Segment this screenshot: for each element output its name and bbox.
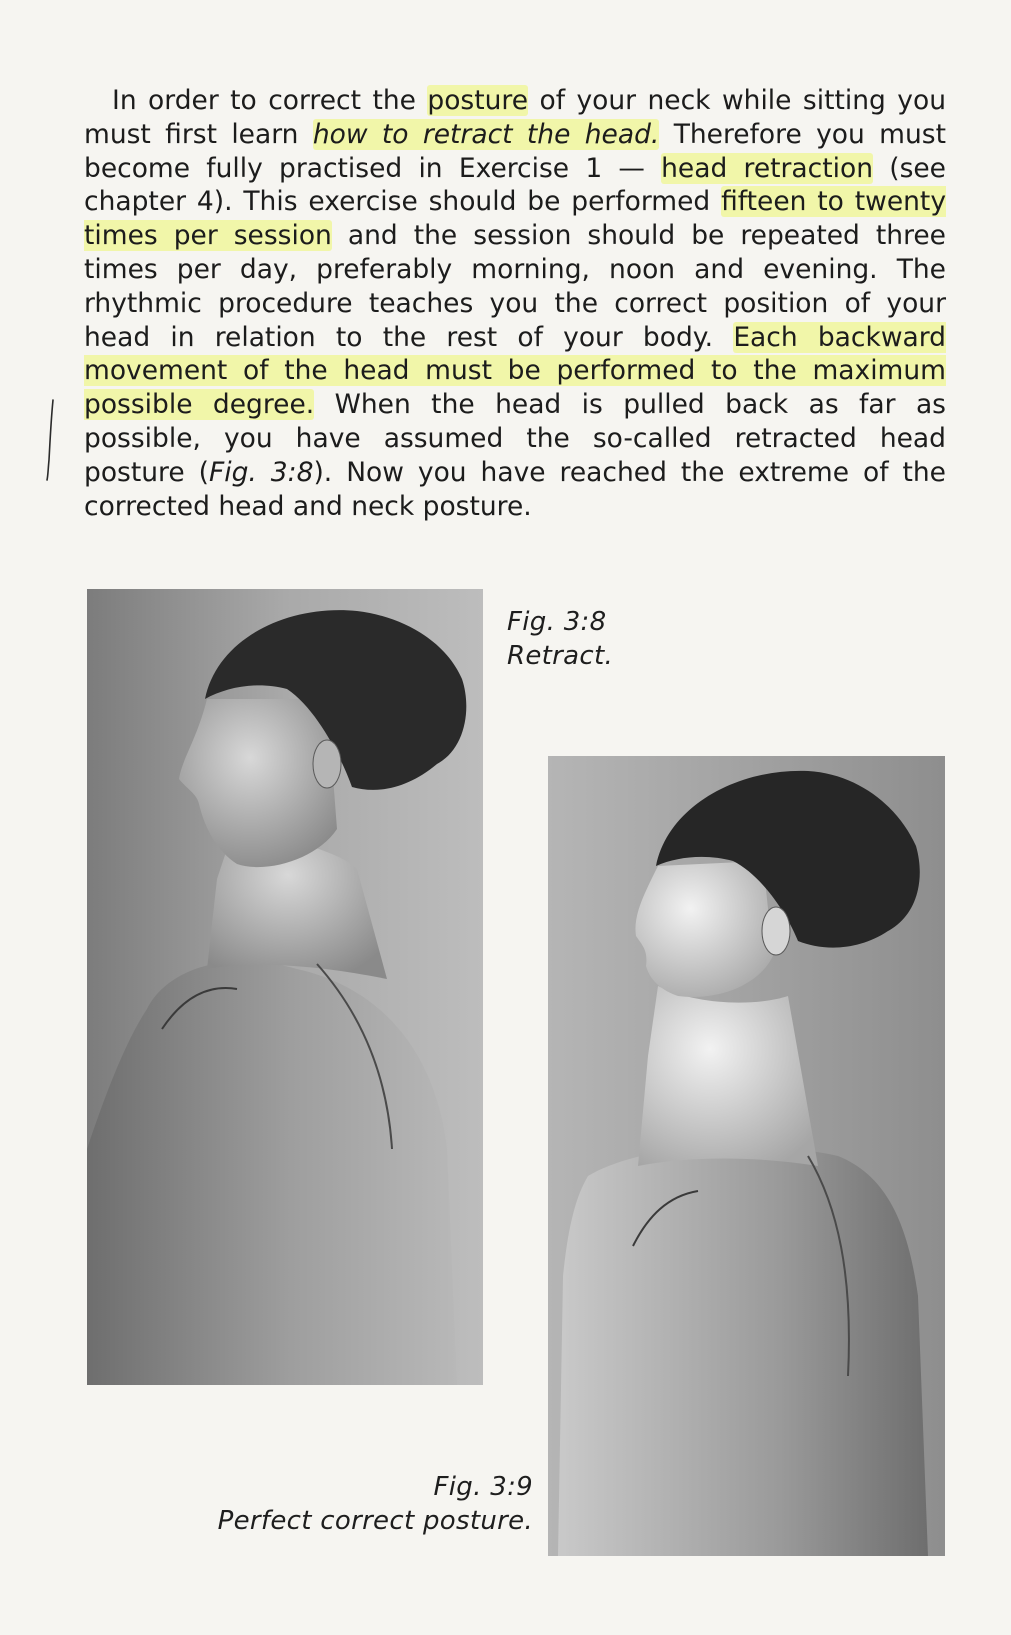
text-run: (see chapter 4). This exercise should be performed — [84, 152, 946, 218]
text-run: Therefore you must become fully practised in Exercise 1 — — [84, 118, 946, 184]
text-run: When the head is pulled back as far as possible, you have assumed the so-called retracted head posture ( — [84, 389, 946, 488]
figure-number: Fig. 3:8 — [507, 607, 607, 637]
photo-retract-posture — [87, 589, 483, 1385]
text-run: and the session should be repeated three times per day, preferably morning, noon and evening. The rhythmic procedure teaches you the correct position of your head in relation to the rest of your body. — [84, 220, 946, 353]
highlighted-text: fifteen to twenty times per session — [84, 186, 946, 252]
figure-caption-text: Retract. — [507, 641, 614, 671]
figure-caption-text: Perfect correct posture. — [217, 1506, 533, 1536]
figure-caption-3-9 — [150, 1470, 533, 1538]
text-run: of your neck while sitting you must first learn — [84, 85, 946, 150]
photo-correct-posture — [548, 756, 945, 1556]
body-paragraph — [84, 84, 946, 523]
pen-margin-mark — [44, 398, 58, 482]
figure-caption-3-8 — [507, 605, 707, 673]
highlighted-italic-text: how to retract the head. — [312, 118, 660, 150]
figure-number: Fig. 3:9 — [433, 1472, 533, 1502]
highlighted-text: posture — [427, 85, 529, 116]
highlighted-text: Each backward movement of the head must be performed to the maximum possible degree. — [84, 321, 946, 421]
text-run: In order to correct the — [112, 85, 428, 116]
highlighted-text: head retraction — [661, 152, 873, 184]
text-run: ). Now you have reached the extreme of the corrected head and neck posture. — [84, 456, 946, 522]
figure-reference: Fig. 3:8 — [208, 456, 314, 488]
